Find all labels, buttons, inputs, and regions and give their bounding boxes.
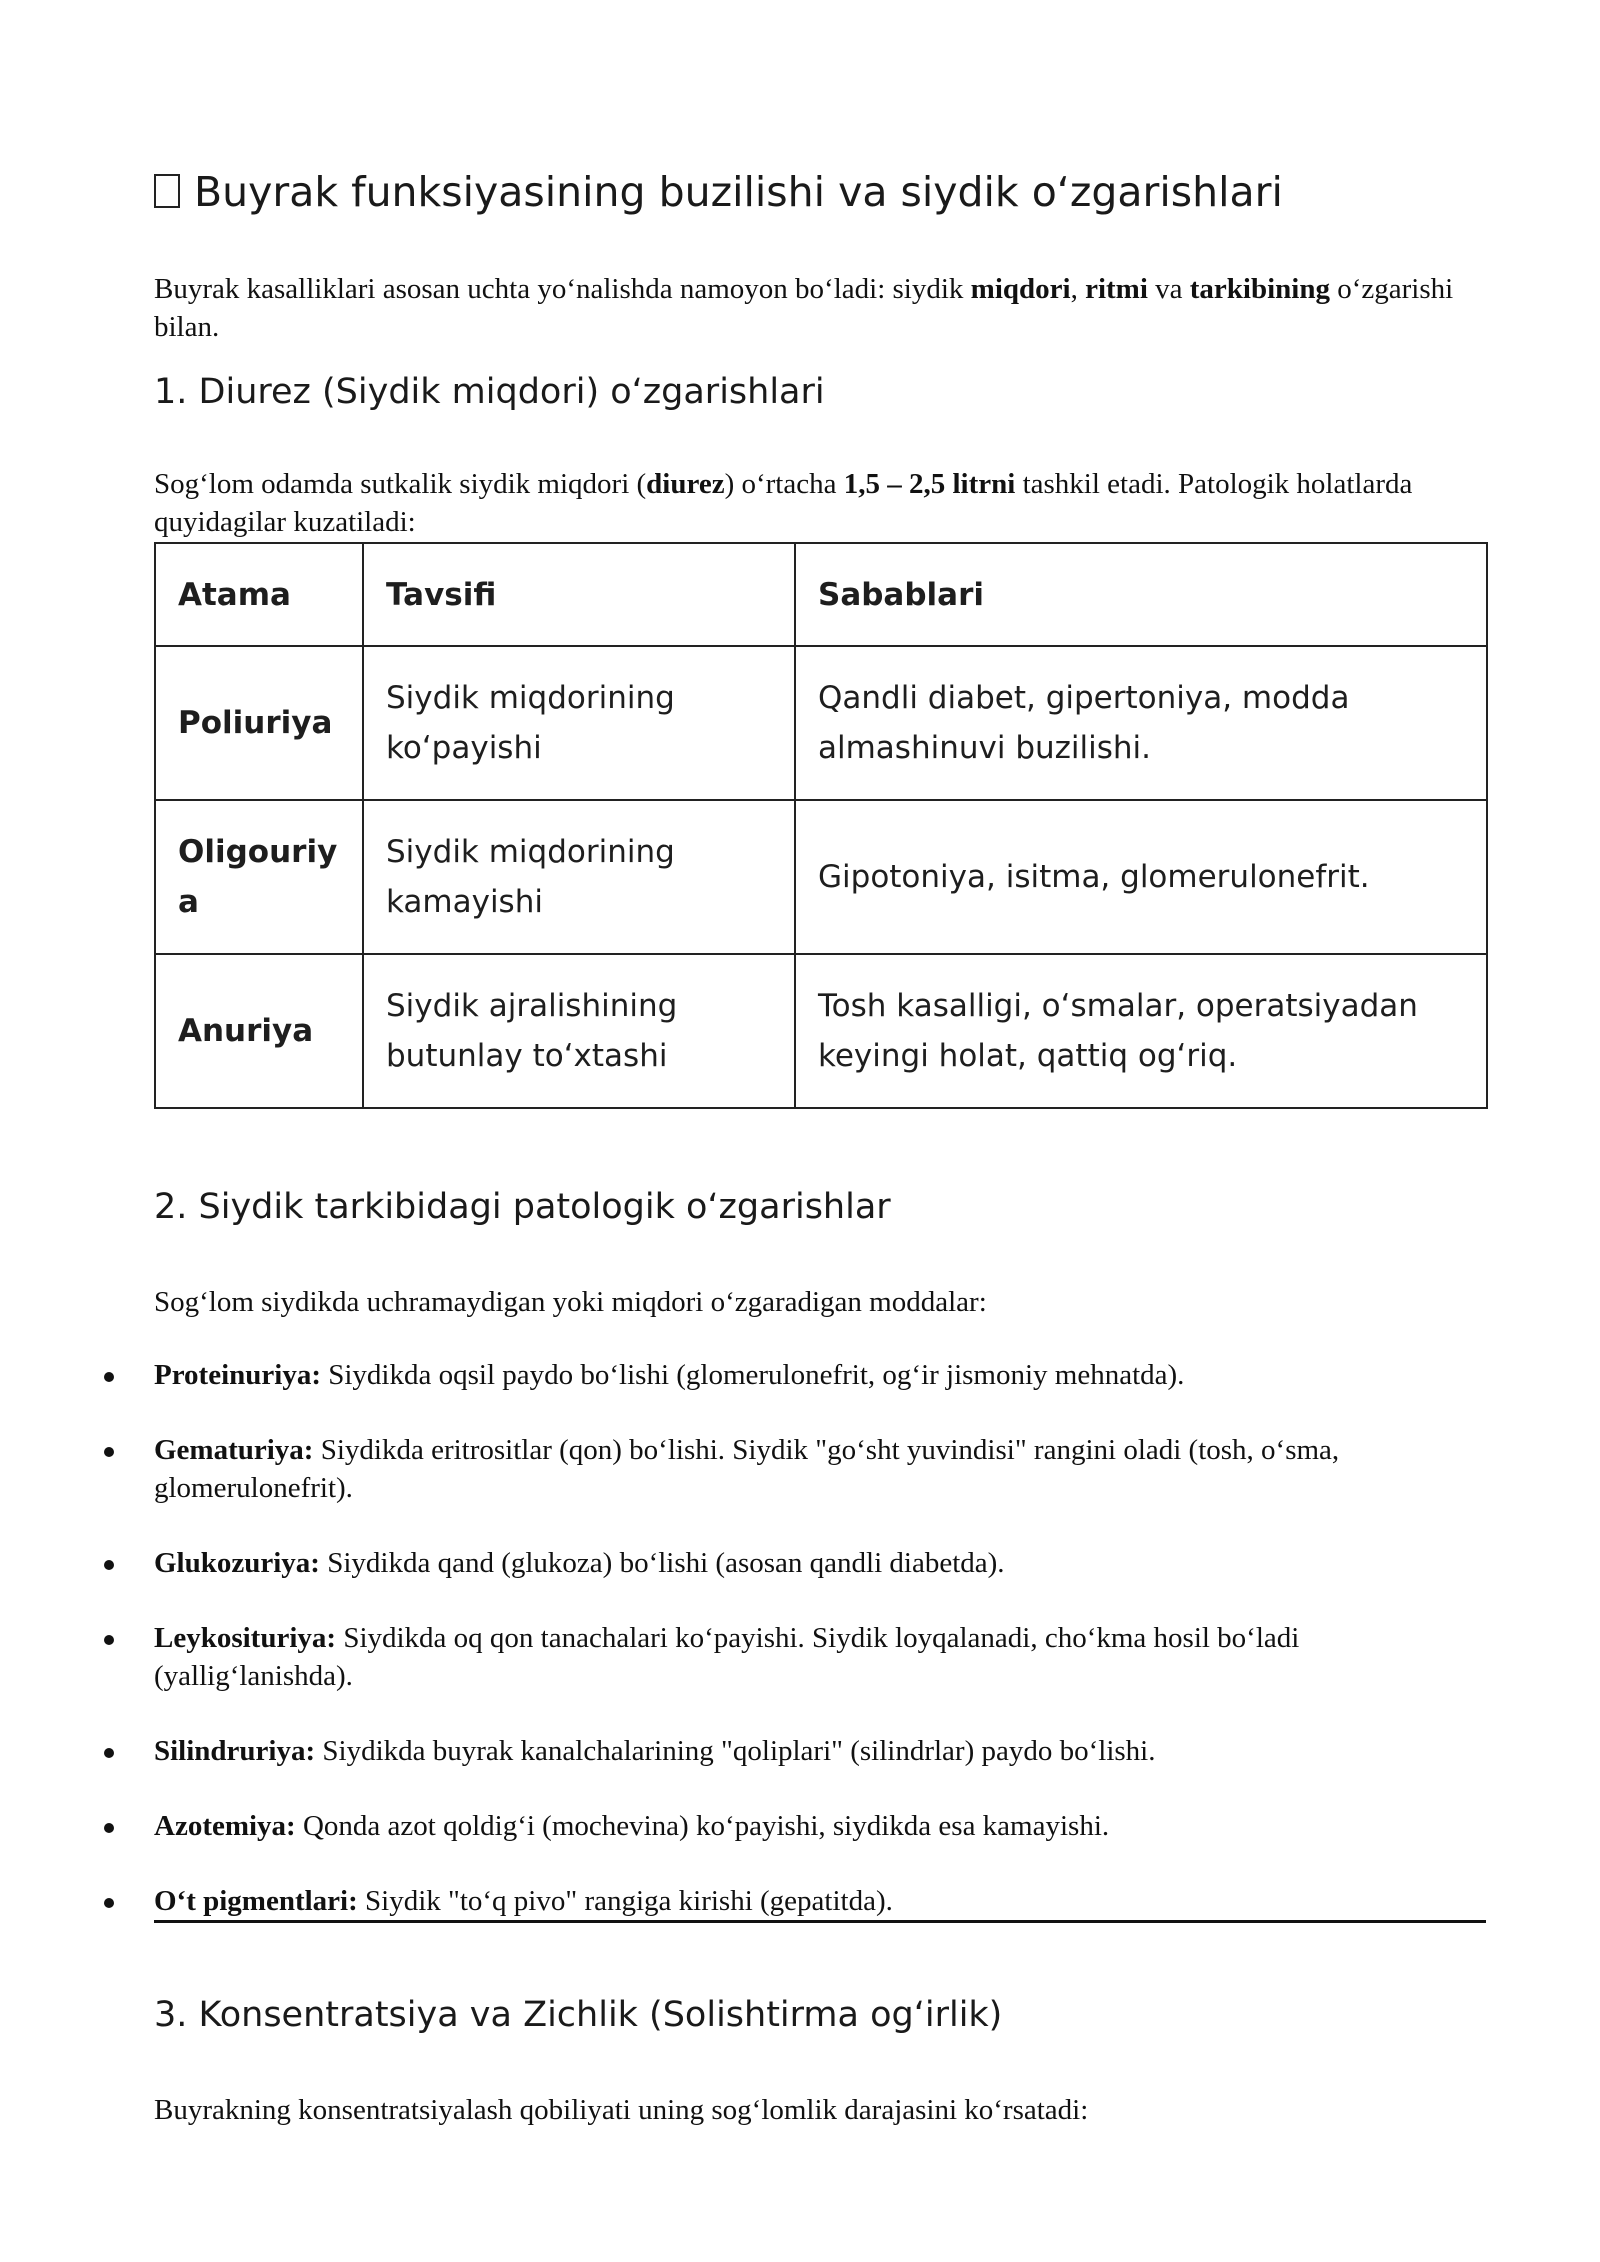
page-title-text: Buyrak funksiyasining buzilishi va siydik oʻzgarishlari xyxy=(194,168,1283,216)
intro-bold-tarkibining: tarkibining xyxy=(1189,273,1330,305)
table-cell-term: Anuriya xyxy=(155,954,363,1108)
section1-text-2: ) oʻrtacha xyxy=(724,468,844,500)
table-cell-description: Siydik ajralishining butunlay toʻxtashi xyxy=(363,954,795,1108)
missing-glyph-box-icon xyxy=(154,174,180,208)
intro-text-3: va xyxy=(1147,273,1190,305)
intro-text-4: oʻzgarishi bilan. xyxy=(154,273,1454,343)
section3-intro: Buyrakning konsentratsiyalash qobiliyati uning sogʻlomlik darajasini koʻrsatadi: xyxy=(154,2094,1089,2126)
section1-heading: 1. Diurez (Siydik miqdori) oʻzgarishlari xyxy=(154,372,825,412)
intro-text-2: , xyxy=(1070,273,1086,305)
table-header-atama: Atama xyxy=(155,543,363,646)
table-cell-term: Poliuriya xyxy=(155,646,363,800)
list-item-term: Gematuriya: xyxy=(154,1434,314,1466)
list-item-text: Siydikda qand (glukoza) boʻlishi (asosan qandli diabetda). xyxy=(319,1547,1005,1579)
intro-bold-miqdori: miqdori xyxy=(970,273,1071,305)
table-row xyxy=(155,954,1487,1108)
list-item xyxy=(154,1732,1486,1770)
table-header-tavsifi: Tavsifi xyxy=(363,543,795,646)
list-item-text: Siydikda oq qon tanachalari koʻpayishi. Siydik loyqalanadi, choʻkma hosil boʻladi (yalligʻlanishda). xyxy=(154,1622,1300,1692)
table-header-sabablari: Sabablari xyxy=(795,543,1487,646)
table-row xyxy=(155,800,1487,954)
list-item-term: Oʻt pigmentlari: xyxy=(154,1885,358,1917)
table-header-row xyxy=(155,543,1487,646)
pathology-list xyxy=(154,1356,1486,1957)
section1-text-1: Sogʻlom odamda sutkalik siydik miqdori ( xyxy=(154,468,647,500)
table-cell-term: Oligouriya xyxy=(155,800,363,954)
section1-text-3: tashkil etadi. Patologik holatlarda quyidagilar kuzatiladi: xyxy=(154,468,1413,538)
table-cell-description: Siydik miqdorining kamayishi xyxy=(363,800,795,954)
section2-heading: 2. Siydik tarkibidagi patologik oʻzgarishlar xyxy=(154,1187,891,1227)
intro-text-1: Buyrak kasalliklari asosan uchta yoʻnalishda namoyon boʻladi: siydik xyxy=(154,273,971,305)
table-cell-causes: Gipotoniya, isitma, glomerulonefrit. xyxy=(795,800,1487,954)
list-item xyxy=(154,1356,1486,1394)
diurez-table xyxy=(154,542,1488,1109)
section1-bold-litr: 1,5 – 2,5 litrni xyxy=(843,468,1016,500)
list-item xyxy=(154,1619,1486,1695)
page-title xyxy=(154,168,1283,216)
section1-bold-diurez: diurez xyxy=(646,468,725,500)
list-item-term: Silindruriya: xyxy=(154,1735,316,1767)
list-item xyxy=(154,1431,1486,1507)
table-cell-causes: Qandli diabet, gipertoniya, modda almashinuvi buzilishi. xyxy=(795,646,1487,800)
table-cell-description: Siydik miqdorining koʻpayishi xyxy=(363,646,795,800)
list-item-text: Siydikda buyrak kanalchalarining "qoliplari" (silindrlar) paydo boʻlishi. xyxy=(315,1735,1156,1767)
section1-paragraph xyxy=(154,465,1486,541)
list-item-term: Proteinuriya: xyxy=(154,1359,321,1391)
list-item-text: Siydik "toʻq pivo" rangiga kirishi (gepatitda). xyxy=(357,1885,893,1917)
list-item xyxy=(154,1544,1486,1582)
list-item-term: Glukozuriya: xyxy=(154,1547,320,1579)
list-item-term: Azotemiya: xyxy=(154,1810,296,1842)
list-item xyxy=(154,1882,1486,1920)
horizontal-rule xyxy=(154,1920,1486,1923)
list-item-text: Qonda azot qoldigʻi (mochevina) koʻpayishi, siydikda esa kamayishi. xyxy=(295,1810,1110,1842)
section3-heading: 3. Konsentratsiya va Zichlik (Solishtirma ogʻirlik) xyxy=(154,1995,1003,2035)
intro-paragraph xyxy=(154,270,1486,346)
intro-bold-ritmi: ritmi xyxy=(1085,273,1148,305)
list-item-text: Siydikda eritrositlar (qon) boʻlishi. Siydik "goʻsht yuvindisi" rangini oladi (tosh, oʻsma, glomerulonefrit). xyxy=(154,1434,1340,1504)
list-item-text: Siydikda oqsil paydo boʻlishi (glomerulonefrit, ogʻir jismoniy mehnatda). xyxy=(321,1359,1185,1391)
table-row xyxy=(155,646,1487,800)
list-item xyxy=(154,1807,1486,1845)
list-item-term: Leykosituriya: xyxy=(154,1622,337,1654)
table-cell-causes: Tosh kasalligi, oʻsmalar, operatsiyadan keyingi holat, qattiq ogʻriq. xyxy=(795,954,1487,1108)
section2-intro: Sogʻlom siydikda uchramaydigan yoki miqdori oʻzgaradigan moddalar: xyxy=(154,1286,987,1318)
